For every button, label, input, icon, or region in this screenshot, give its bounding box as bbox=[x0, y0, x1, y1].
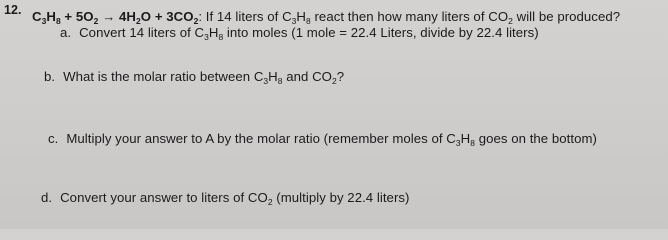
part-c bbox=[48, 131, 597, 147]
question-stem: $C_3H_8 + 5O_2 \to 4H_2O + 3CO_2$: If 14 liters of $C_3H_8$ react then how many liters of $CO_2$ will be produced? bbox=[32, 9, 621, 26]
part-c-text: Multiply your answer to A by the molar ratio (remember moles of $C_3H_8$ goes on the bottom) bbox=[66, 131, 597, 148]
part-d-letter: d. bbox=[41, 190, 53, 205]
part-b-letter: b. bbox=[44, 69, 56, 84]
part-c-letter: c. bbox=[48, 131, 59, 146]
question-number: 12. bbox=[4, 3, 22, 17]
part-b-text: What is the molar ratio between $C_3H_8$ and $CO_2$? bbox=[63, 69, 345, 86]
part-b bbox=[44, 69, 344, 85]
part-d bbox=[41, 190, 409, 206]
part-a bbox=[60, 25, 539, 41]
chemical-equation: $C_3H_8 + 5O_2 \to 4H_2O + 3CO_2$ bbox=[32, 9, 199, 26]
part-a-letter: a. bbox=[60, 25, 72, 40]
part-a-text: Convert 14 liters of $C_3H_8$ into moles (1 mole = 22.4 Liters, divide by 22.4 liters) bbox=[79, 25, 539, 42]
part-d-text: Convert your answer to liters of $CO_2$ (multiply by 22.4 liters) bbox=[60, 190, 410, 207]
